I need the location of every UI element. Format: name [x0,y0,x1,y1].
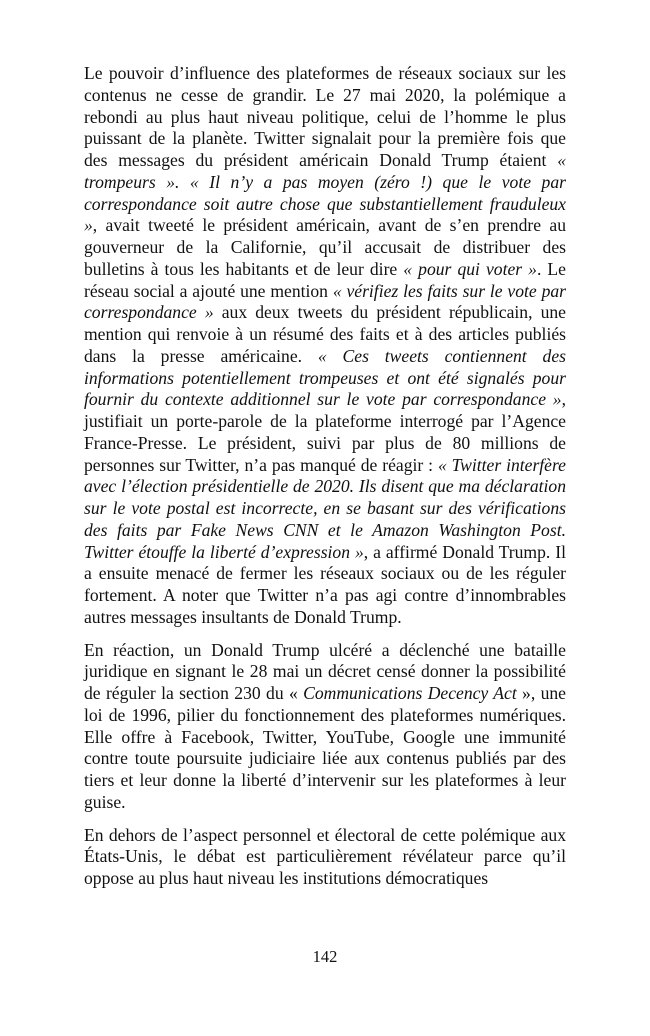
text-segment: Le pouvoir d’influence des plateformes de réseaux sociaux sur les contenus ne cesse de grandir. Le 27 mai 2020, la polémique a rebondi au plus haut niveau politique, celui de l’homme le plus puissant de la planète. Twitter signalait pour la première fois que des messages du président américain Donald Trump étaient [84,63,566,170]
paragraph-1 [84,63,566,629]
quote-segment: « Twitter interfère avec l’élection présidentielle de 2020. Ils disent que ma déclaration sur le vote postal est incorrecte, en se basant sur des vérifications des faits par Fake News CNN et le Amazon Washington Post. Twitter étouffe la liberté d’expression » [84,454,566,562]
paragraph-3 [84,825,566,890]
text-segment: , justifiait un porte-parole de la plateforme interrogé par l’Agence France-Presse. Le président, suivi par plus de 80 millions de personnes sur Twitter, n’a pas manqué de réagir : [84,389,566,475]
text-segment: En réaction, un Donald Trump ulcéré a déclenché une bataille juridique en signant le 28 mai un décret censé donner la possibilité de réguler la section 230 du « [84,639,566,703]
quote-segment: « Ces tweets contiennent des informations potentiellement trompeuses et ont été signalés pour fournir du contexte additionnel sur le vote par correspondance » [84,345,566,410]
quote-segment: « vérifiez les faits sur le vote par correspondance » [84,280,567,323]
quote-segment: « pour qui voter » [403,258,537,279]
text-segment: », une loi de 1996, pilier du fonctionnement des plateformes numériques. Elle offre à Facebook, Twitter, YouTube, Google une immunité contre toute poursuite judiciaire liée aux contenus publiés par des tiers et leur donne la liberté d’intervenir sur les plateformes à leur guise. [84,683,566,812]
text-segment: aux deux tweets du président républicain, une mention qui renvoie à un résumé des faits et à des articles publiés dans la presse américaine. [84,302,566,366]
text-segment: . Le réseau social a ajouté une mention [84,258,566,301]
page-body [84,63,566,901]
text-segment: En dehors de l’aspect personnel et électoral de cette polémique aux États-Unis, le débat est particulièrement révélateur parce qu’il oppose au plus haut niveau les institutions démocratiques [84,824,566,888]
law-title-segment: Communications Decency Act [303,683,517,703]
paragraph-2 [84,640,566,814]
text-segment: , avait tweeté le président américain, avant de s’en prendre au gouverneur de la Californie, qu’il accusait de distribuer des bulletins à tous les habitants et de leur dire [84,215,566,279]
text-segment: , a affirmé Donald Trump. Il a ensuite menacé de fermer les réseaux sociaux ou de les réguler fortement. A noter que Twitter n’a pas agi contre d’innombrables autres messages insultants de Donald Trump. [84,541,566,627]
quote-segment: « trompeurs ». « Il n’y a pas moyen (zéro !) que le vote par correspondance soit autre chose que substantiellement frauduleux » [84,150,566,236]
page-number: 142 [312,947,338,966]
